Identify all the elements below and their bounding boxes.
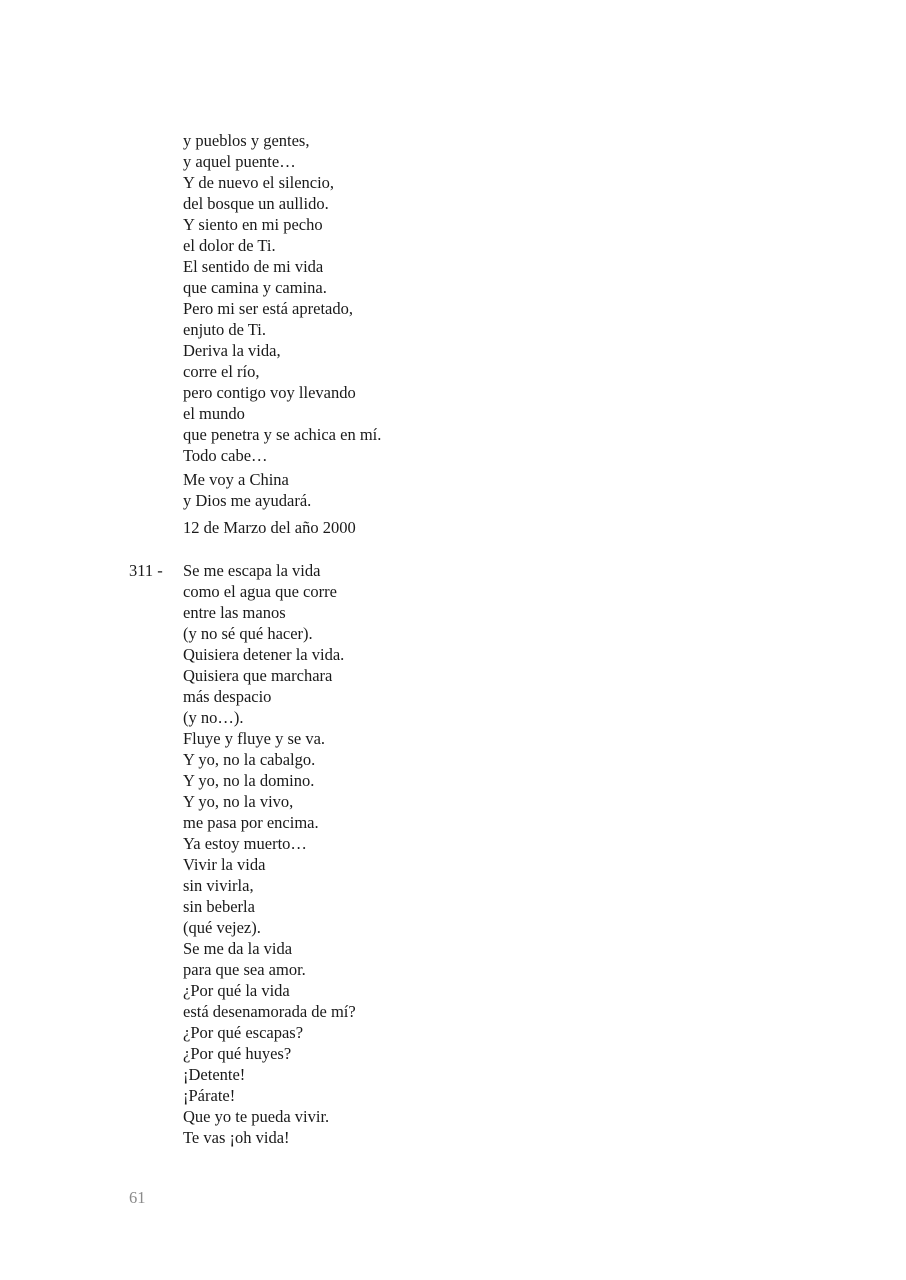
verse-line: como el agua que corre [183,582,337,601]
verse-line: ¡Detente! [183,1065,246,1084]
verse-line: Se me escapa la vida [183,561,321,580]
verse-line: ¿Por qué la vida [183,981,290,1000]
verse-line: más despacio [183,687,272,706]
verse-line: corre el río, [183,362,260,381]
poem-310-date [183,517,356,538]
verse-line: y aquel puente… [183,152,296,171]
verse-line: Vivir la vida [183,855,266,874]
poem-310-stanza-1 [183,130,381,466]
verse-line: que penetra y se achica en mí. [183,425,382,444]
poem-310-stanza-2 [183,469,311,511]
verse-line: Y yo, no la vivo, [183,792,294,811]
verse-line: (qué vejez). [183,918,261,937]
verse-line: Ya estoy muerto… [183,834,307,853]
verse-line: el mundo [183,404,245,423]
verse-line: Pero mi ser está apretado, [183,299,353,318]
verse-line: Todo cabe… [183,446,268,465]
verse-line: entre las manos [183,603,286,622]
verse-line: Fluye y fluye y se va. [183,729,326,748]
verse-line: Deriva la vida, [183,341,281,360]
verse-line: y Dios me ayudará. [183,491,312,510]
verse-line: El sentido de mi vida [183,257,324,276]
page-number: 61 [129,1188,146,1207]
verse-line: Y yo, no la cabalgo. [183,750,316,769]
verse-line: Te vas ¡oh vida! [183,1128,290,1147]
poem-311-body [183,560,356,1148]
verse-line: está desenamorada de mí? [183,1002,356,1021]
verse-line: Y siento en mi pecho [183,215,323,234]
verse-line: me pasa por encima. [183,813,319,832]
verse-line: y pueblos y gentes, [183,131,310,150]
verse-line: ¿Por qué huyes? [183,1044,292,1063]
verse-line: Se me da la vida [183,939,293,958]
verse-line: del bosque un aullido. [183,194,329,213]
verse-line: el dolor de Ti. [183,236,276,255]
date-text: 12 de Marzo del año 2000 [183,518,356,537]
verse-line: para que sea amor. [183,960,306,979]
verse-line: Me voy a China [183,470,289,489]
verse-line: ¡Párate! [183,1086,236,1105]
poem-number: 311 - [129,561,163,580]
verse-line: Quisiera detener la vida. [183,645,345,664]
verse-line: ¿Por qué escapas? [183,1023,304,1042]
verse-line: sin vivirla, [183,876,254,895]
verse-line: que camina y camina. [183,278,327,297]
verse-line: sin beberla [183,897,255,916]
verse-line: (y no…). [183,708,244,727]
verse-line: Que yo te pueda vivir. [183,1107,330,1126]
verse-line: Quisiera que marchara [183,666,333,685]
verse-line: pero contigo voy llevando [183,383,356,402]
verse-line: Y de nuevo el silencio, [183,173,335,192]
verse-line: Y yo, no la domino. [183,771,315,790]
verse-line: (y no sé qué hacer). [183,624,313,643]
verse-line: enjuto de Ti. [183,320,266,339]
